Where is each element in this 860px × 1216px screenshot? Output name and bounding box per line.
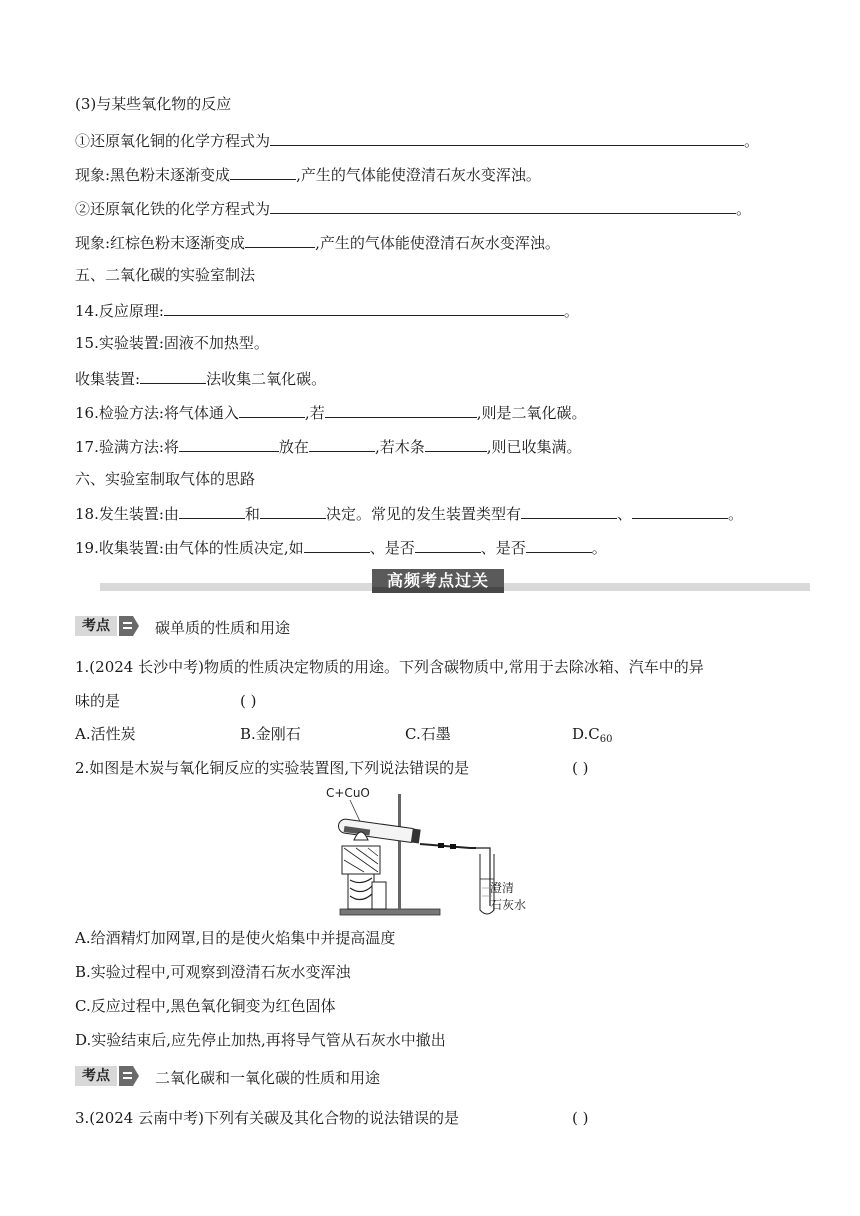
punct: 。 (736, 200, 752, 218)
label: 收集装置: (75, 370, 141, 388)
punct: 。 (744, 132, 760, 150)
q1-option-c[interactable]: C.石墨 (405, 725, 451, 743)
blank-q16-1[interactable] (239, 401, 305, 418)
subscript: 60 (599, 734, 613, 745)
blank-reaction-principle[interactable] (164, 299, 564, 316)
q2-answer-paren[interactable]: ( ) (572, 759, 589, 777)
stand-base (340, 909, 440, 915)
apparatus-figure (320, 784, 542, 920)
q2-stem: 2.如图是木炭与氧化铜反应的实验装置图,下列说法错误的是 (75, 759, 470, 777)
fill-line-collection (75, 367, 326, 389)
blank-q18-4[interactable] (632, 502, 728, 519)
fill-line-q14 (75, 299, 579, 321)
kaodian-badge-1 (75, 616, 139, 636)
punct: 。 (563, 302, 579, 320)
blank-q19-2[interactable] (415, 536, 481, 553)
label: D.C (572, 725, 600, 743)
kaodian-badge-2 (75, 1066, 139, 1086)
q1-stem-line1: 1.(2024 长沙中考)物质的性质决定物质的用途。下列含碳物质中,常用于去除冰箱、汽车中的异 (75, 658, 704, 676)
blank-q18-1[interactable] (179, 502, 245, 519)
section6-heading: 六、实验室制取气体的思路 (75, 470, 256, 488)
blank-fe2o3-equation[interactable] (270, 197, 736, 214)
q1-stem-line2 (75, 691, 120, 711)
q2-option-a[interactable]: A.给酒精灯加网罩,目的是使火焰集中并提高温度 (75, 929, 396, 947)
label: 14.反应原理: (75, 302, 164, 320)
blank-q19-3[interactable] (526, 536, 592, 553)
fill-line-q17 (75, 435, 582, 457)
q3-stem: 3.(2024 云南中考)下列有关碳及其化合物的说法错误的是 (75, 1109, 459, 1127)
test-tube (338, 818, 421, 843)
blank-q19-1[interactable] (304, 536, 370, 553)
q3-answer-paren[interactable]: ( ) (572, 1109, 589, 1127)
q2-option-b[interactable]: B.实验过程中,可观察到澄清石灰水变浑浊 (75, 963, 351, 981)
label: 16.检验方法:将气体通入 (75, 404, 239, 422)
q2-option-c[interactable]: C.反应过程中,黑色氧化铜变为红色固体 (75, 997, 336, 1015)
blank-cuo-equation[interactable] (270, 129, 744, 146)
section-banner-title: 高频考点过关 (372, 569, 504, 593)
fill-line-fe2o3-equation (75, 197, 751, 219)
label: ①还原氧化铜的化学方程式为 (75, 132, 271, 150)
label: ②还原氧化铁的化学方程式为 (75, 200, 271, 218)
q2-option-d[interactable]: D.实验结束后,应先停止加热,再将导气管从石灰水中撤出 (75, 1031, 446, 1049)
blank-q16-2[interactable] (325, 401, 477, 418)
label: ,产生的气体能使澄清石灰水变浑浊。 (315, 234, 560, 252)
fill-line-q18 (75, 502, 743, 524)
label: 现象:黑色粉末逐渐变成 (75, 166, 231, 184)
fill-line-q16 (75, 401, 586, 423)
kaodian-list-icon (119, 1066, 139, 1086)
punct: 、 (616, 505, 632, 523)
label: 放在 (278, 438, 309, 456)
label: ,则已收集满。 (486, 438, 582, 456)
label: 决定。常见的发生装置类型有 (325, 505, 521, 523)
label: ,若 (304, 404, 325, 422)
label: 、是否 (480, 539, 526, 557)
label: 18.发生装置:由 (75, 505, 179, 523)
label: 法收集二氧化碳。 (206, 370, 327, 388)
stand-rod (398, 794, 401, 909)
label: ,则是二氧化碳。 (476, 404, 587, 422)
alcohol-lamp (342, 832, 386, 909)
punct: 。 (591, 539, 607, 557)
label: 、是否 (369, 539, 415, 557)
blank-cuo-color[interactable] (230, 163, 296, 180)
q1-option-d[interactable] (572, 724, 612, 750)
label: ,产生的气体能使澄清石灰水变浑浊。 (296, 166, 541, 184)
kaodian-badge-text: 考点 (75, 616, 117, 636)
blank-collection-method[interactable] (140, 367, 206, 384)
figure-label-limewater-1: 澄清 (490, 881, 515, 895)
label: 19.收集装置:由气体的性质决定,如 (75, 539, 304, 557)
label: 和 (244, 505, 260, 523)
fill-line-cuo-phenomenon (75, 163, 541, 185)
q15-text: 15.实验装置:固液不加热型。 (75, 334, 269, 352)
section5-heading: 五、二氧化碳的实验室制法 (75, 266, 256, 284)
label: 味的是 (75, 692, 121, 710)
q1-option-b[interactable]: B.金刚石 (240, 725, 301, 743)
section3-heading: (3)与某些氧化物的反应 (75, 95, 232, 113)
blank-q18-2[interactable] (260, 502, 326, 519)
blank-q17-1[interactable] (179, 435, 279, 452)
figure-label-c-cuo: C+CuO (326, 786, 370, 800)
blank-fe2o3-color[interactable] (245, 231, 315, 248)
fill-line-fe2o3-phenomenon (75, 231, 560, 253)
kaodian-title-2: 二氧化碳和一氧化碳的性质和用途 (155, 1069, 381, 1087)
label: ,若木条 (374, 438, 425, 456)
punct: 。 (727, 505, 743, 523)
blank-q17-2[interactable] (309, 435, 375, 452)
blank-q17-3[interactable] (425, 435, 487, 452)
delivery-tube (420, 844, 476, 848)
kaodian-badge-text: 考点 (75, 1066, 117, 1086)
fill-line-q19 (75, 536, 607, 558)
fill-line-cuo-equation (75, 129, 759, 151)
q1-answer-paren[interactable]: ( ) (240, 692, 257, 710)
blank-q18-3[interactable] (521, 502, 617, 519)
kaodian-list-icon (119, 616, 139, 636)
label: 17.验满方法:将 (75, 438, 179, 456)
label: 现象:红棕色粉末逐渐变成 (75, 234, 246, 252)
figure-label-limewater-2: 石灰水 (490, 898, 527, 912)
q1-option-a[interactable]: A.活性炭 (75, 725, 136, 743)
kaodian-title-1: 碳单质的性质和用途 (155, 619, 291, 637)
